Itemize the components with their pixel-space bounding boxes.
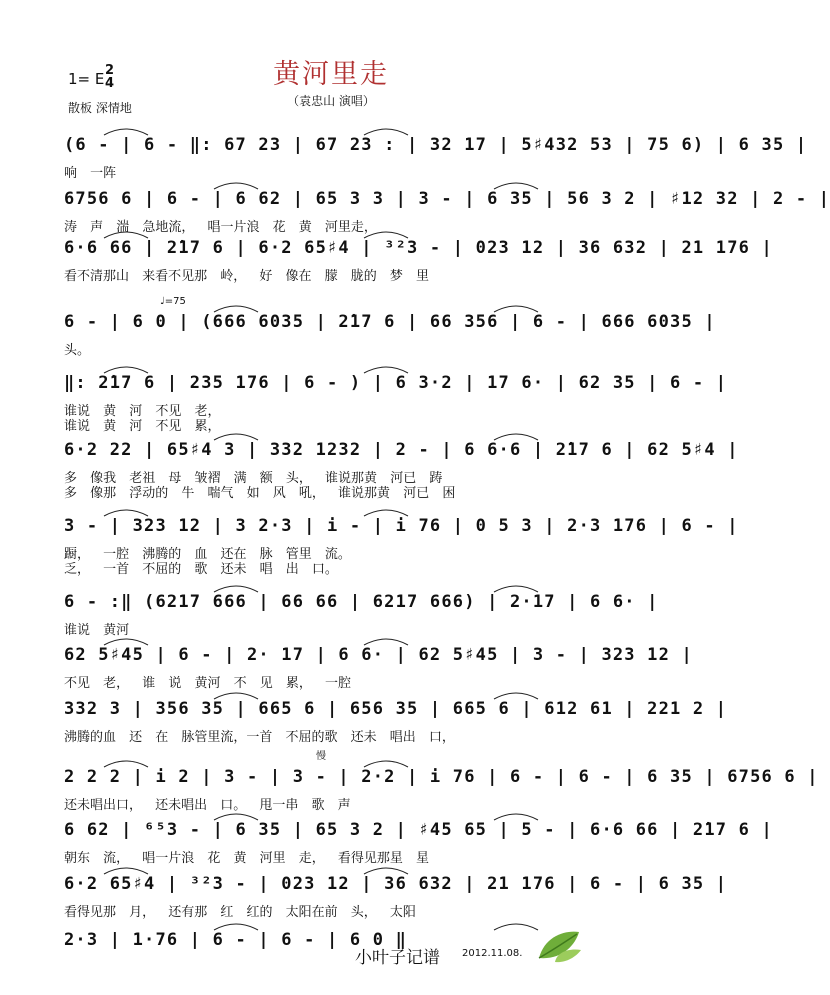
notation-line: 3 - | 323 12 | 3 2·3 | i - | i 76 | 0 5 3 | 2·3 176 | 6 - | — [64, 516, 739, 536]
lyric-line: 谁说 黄 河 不见 老， — [64, 404, 221, 419]
notation-line: 6 62 | ⁶⁵3 - | 6 35 | 65 3 2 | ♯45 65 | 5 - | 6·6 66 | 2̇17 6 | — [64, 820, 773, 840]
lyric-line: 乏， 一首 不屈的 歌 还未 唱 出 口。 — [64, 562, 338, 577]
lyric-line: 看得见那 月， 还有那 红 红的 太阳在前 头， 太阳 — [64, 905, 416, 920]
transcriber-credit: 小叶子记谱 — [355, 948, 440, 968]
lyric-line: 还未唱出口， 还未唱出 口。 甩一串 歌 声 — [64, 798, 351, 813]
time-top: 2 — [105, 63, 115, 78]
notation-line: 6·2 65♯4 | ³²3 - | 023 12 | 36 632 | 21 176 | 6 - | 6 35 | — [64, 874, 728, 894]
lyric-line: 涛 声 湍 急地流， 唱一片浪 花 黄 河里走， — [64, 220, 377, 235]
singer-credit: （袁忠山 演唱） — [287, 94, 375, 108]
lyric-line: 蹰， 一腔 沸腾的 血 还在 脉 管里 流。 — [64, 547, 351, 562]
lyric-line: 不见 老， 谁 说 黄河 不 见 累， 一腔 — [64, 676, 352, 691]
tempo-text: 散板 深情地 — [68, 101, 132, 115]
lyric-line: 多 像我 老祖 母 皱褶 满 额 头， 谁说那黄 河已 踌 — [64, 471, 443, 486]
notation-line: 6 - | 6 0 | (666 6035 | 2̇17 6 | 66 356 | 6 - | 666 6035 | — [64, 312, 716, 332]
time-signature — [105, 64, 114, 90]
transcription-date: 2012.11.08. — [462, 948, 523, 959]
tempo-mark: ♩=75 — [160, 296, 186, 307]
song-title: 黄河里走 — [273, 59, 389, 90]
key-signature: 1= E — [68, 70, 105, 88]
lyric-line: 谁说 黄河 — [64, 623, 130, 638]
leaf-icon — [535, 928, 583, 964]
lyric-line: 多 像那 浮动的 牛 喘气 如 风 吼， 谁说那黄 河已 困 — [64, 486, 456, 501]
notation-line: 6 - :‖ (6217 666 | 66 66 | 6217 666) | 2·17 | 6 6· | — [64, 592, 659, 612]
lyric-line: 谁说 黄 河 不见 累， — [64, 419, 221, 434]
notation-line: 2 2 2 | i 2 | 3 - | 3 - | 2·2 | i 76 | 6 - | 6 - | 6 35 | 6756 6 | — [64, 767, 819, 787]
time-bottom: 4 — [105, 76, 115, 91]
lyric-line: 头。 — [64, 343, 91, 358]
slow-mark: 慢 — [316, 751, 326, 762]
notation-line: ‖: 2̇17 6 | 235 176 | 6 - ) | 6 3·2 | 17 6· | 62 35 | 6 - | — [64, 373, 728, 393]
lyric-line: 朝东 流， 唱一片浪 花 黄 河里 走， 看得见那星 星 — [64, 851, 430, 866]
notation-line: 2·3 | 1·76 | 6 - | 6 - | 6 0 ‖ — [64, 930, 408, 950]
notation-line: (6 - | 6 - ‖: 67 23 | 67 23 : | 32 17 | 5♯432 53 | 75 6) | 6 35 | — [64, 135, 808, 155]
notation-line: 6·2 22 | 65♯4 3 | 332 1232 | 2 - | 6 6·6 | 2̇17 6 | 62 5♯4 | — [64, 440, 739, 460]
lyric-line: 沸腾的血 还 在 脉管里流，一首 不屈的歌 还未 唱出 口， — [64, 730, 455, 745]
lyric-line: 响 一阵 — [64, 166, 117, 181]
notation-line: 6756 6 | 6 - | 6 62 | 65 3 3 | 3 - | 6 35 | 56 3 2 | ♯12 32 | 2 - | — [64, 189, 830, 209]
notation-line: 62 5♯45 | 6 - | 2· 17 | 6 6· | 62 5♯45 | 3 - | 323 12 | — [64, 645, 693, 665]
notation-line: 332 3 | 356 35 | 665 6 | 656 35 | 665 6 | 612 61 | 221 2 | — [64, 699, 728, 719]
lyric-line: 看不清那山 来看不见那 岭， 好 像在 朦 胧的 梦 里 — [64, 269, 430, 284]
notation-line: 6·6 66 | 2̇17 6 | 6·2 65♯4 | ³²3 - | 023 12 | 36 632 | 21 176 | — [64, 238, 773, 258]
